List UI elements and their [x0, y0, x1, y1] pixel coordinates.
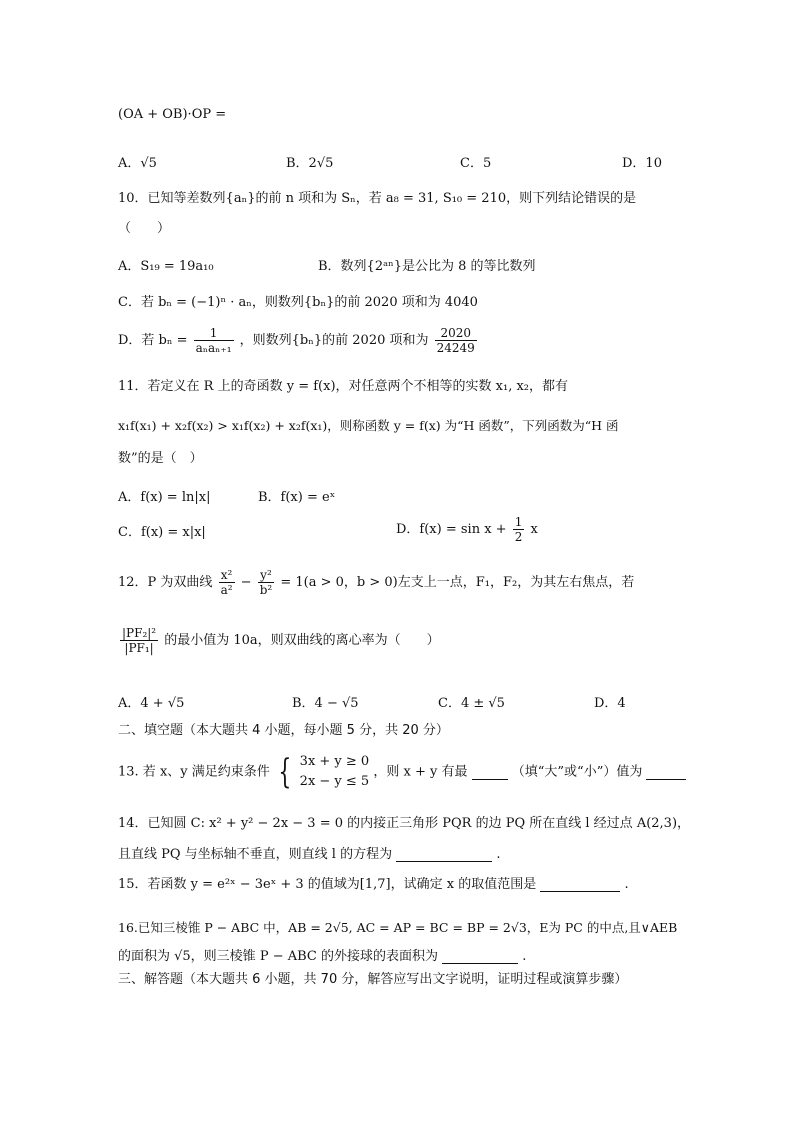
q13-stem	[118, 752, 686, 792]
q12-ratio-den: |PF₁|	[124, 641, 154, 655]
q12-post: = 1(a > 0，b > 0)左支上一点，F₁，F₂，为其左右焦点，若	[280, 575, 635, 590]
q16-blank[interactable]	[442, 950, 518, 964]
q11-stem-2: x₁f(x₁) + x₂f(x₂) > x₁f(x₂) + x₂f(x₁)，则称函数 y = f(x) 为“H 函数”，下列函数为“H 函	[118, 418, 619, 433]
q13-constraint-1: 3x + y ≥ 0	[299, 754, 370, 769]
q13-blank-1[interactable]	[472, 766, 508, 780]
q10-option-b: B．数列{2ᵃⁿ}是公比为 8 的等比数列	[318, 259, 536, 274]
q13-mid2: （填“大”或“小”）值为	[511, 764, 643, 780]
q11-option-a: A．f(x) = ln|x|	[118, 490, 211, 505]
q9-option-c: C．5	[460, 156, 492, 171]
q14-end: .	[496, 847, 501, 862]
q12-x-num: x²	[219, 568, 235, 583]
q13-pre: 13. 若 x、y 满足约束条件	[118, 764, 270, 780]
q12-x-den: a²	[220, 583, 233, 597]
q13-mid: ，则 x + y 有最	[373, 764, 468, 780]
q11-stem-1: 11．若定义在 R 上的奇函数 y = f(x)，对任意两个不相等的实数 x₁, x₂，都有	[118, 379, 568, 394]
q10-d-frac	[194, 326, 234, 355]
q10-d-answer	[435, 326, 477, 355]
q10-d-pre: D．若 bₙ =	[118, 333, 188, 348]
q9-expression: (OA + OB)·OP =	[118, 107, 227, 122]
section-fill-in-header: 二、填空题（本大题共 4 小题，每小题 5 分，共 20 分）	[118, 723, 449, 738]
q10-d-mid: ，则数列{bₙ}的前 2020 项和为	[239, 333, 429, 348]
q10-paren: （ ）	[118, 221, 171, 236]
q12-option-a: A．4 + √5	[118, 696, 185, 711]
q15-pre: 15．若函数 y = e²ˣ − 3eˣ + 3 的值域为[1,7]，试确定 x 的取值范围是	[118, 877, 537, 892]
q11-option-d	[396, 515, 538, 544]
q10-d-answer-den: 24249	[436, 341, 475, 355]
q13-blank-2[interactable]	[646, 766, 686, 780]
q16-stem-1: 16.已知三棱锥 P − ABC 中，AB = 2√5, AC = AP = BC = BP = 2√3，E为 PC 的中点,且∨AEB	[118, 920, 678, 935]
q14-blank[interactable]	[396, 848, 492, 862]
q12-stem	[118, 568, 634, 597]
section-solve-header: 三、解答题（本大题共 6 小题，共 70 分，解答应写出文字说明，证明过程或演算步骤）	[118, 972, 628, 987]
q11-d-post: x	[530, 522, 538, 537]
q13-constraint-2: 2x − y ≤ 5	[299, 774, 370, 789]
q11-stem-3: 数”的是（ ）	[118, 451, 203, 466]
q12-y-frac	[258, 568, 275, 597]
q11-d-frac	[513, 515, 525, 544]
q12-minus: −	[240, 575, 252, 590]
q11-option-b: B．f(x) = eˣ	[258, 490, 336, 505]
q10-option-c: C．若 bₙ = (−1)ⁿ · aₙ，则数列{bₙ}的前 2020 项和为 4040	[118, 295, 478, 310]
q12-x-frac	[219, 568, 235, 597]
q11-d-pre: D．f(x) = sin x +	[396, 522, 507, 537]
q12-option-b: B．4 − √5	[292, 696, 359, 711]
q11-d-num: 1	[514, 515, 523, 529]
q15-stem	[118, 878, 629, 892]
q10-option-d	[118, 326, 479, 355]
q9-option-d: D．10	[622, 156, 662, 171]
q9-option-b: B．2√5	[286, 156, 334, 171]
q16-line2: 的面积为 √5，则三棱锥 P − ABC 的外接球的表面积为	[118, 949, 438, 964]
brace-icon: {	[278, 752, 292, 792]
q12-ratio-num: |PF₂|²	[122, 626, 157, 640]
q10-d-answer-num: 2020	[435, 326, 477, 341]
q15-blank[interactable]	[540, 878, 620, 892]
q9-option-a: A．√5	[118, 156, 157, 171]
q11-option-c: C．f(x) = x|x|	[118, 525, 206, 540]
q12-line2: 的最小值为 10a，则双曲线的离心率为（ ）	[164, 633, 440, 648]
q12-pre: 12．P 为双曲线	[118, 575, 213, 590]
q12-y-den: b²	[259, 583, 273, 597]
q13-constraints	[300, 752, 370, 792]
q12-option-c: C．4 ± √5	[438, 696, 505, 711]
q10-d-den: aₙaₙ₊₁	[195, 341, 232, 355]
q16-stem-2	[118, 950, 526, 964]
q10-d-num: 1	[194, 326, 234, 341]
q14-stem-1: 14．已知圆 C: x² + y² − 2x − 3 = 0 的内接正三角形 PQR 的边 PQ 所在直线 l 经过点 A(2,3)，	[118, 816, 691, 831]
q11-d-den: 2	[514, 530, 523, 544]
q15-end: .	[624, 877, 629, 892]
q12-ratio-frac	[120, 626, 158, 655]
q10-stem: 10．已知等差数列{aₙ}的前 n 项和为 Sₙ，若 a₈ = 31, S₁₀ = 210，则下列结论错误的是	[118, 191, 637, 206]
q16-end: .	[522, 949, 527, 964]
q14-line2: 且直线 PQ 与坐标轴不垂直，则直线 l 的方程为	[118, 847, 393, 862]
q14-stem-2	[118, 848, 501, 862]
q12-option-d: D．4	[594, 696, 626, 711]
q12-y-num: y²	[258, 568, 275, 583]
q12-stem-2	[118, 626, 440, 655]
q10-option-a: A．S₁₉ = 19a₁₀	[118, 259, 214, 274]
